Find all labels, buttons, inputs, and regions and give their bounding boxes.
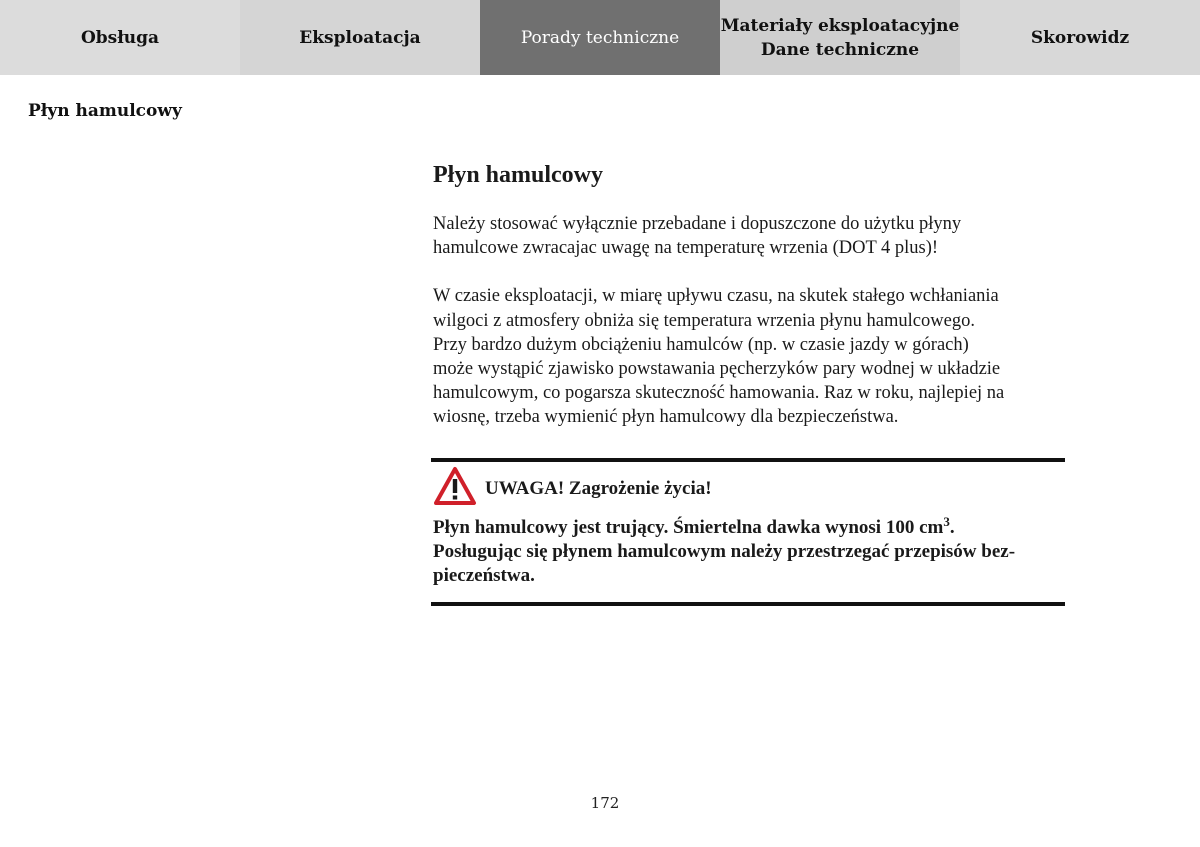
superscript-3: 3 (943, 514, 950, 529)
tab-materialy-dane-techniczne[interactable] (720, 0, 960, 75)
tab-obsluga[interactable] (0, 0, 240, 75)
tab-label: Eksploatacja (299, 27, 421, 48)
warning-triangle-icon (433, 466, 477, 506)
tab-label-line2: Dane techniczne (760, 39, 920, 60)
warning-line: Płyn hamulcowy jest trujący. Śmiertelna dawka wynosi 100 cm (433, 517, 944, 538)
tab-skorowidz[interactable] (960, 0, 1200, 75)
tab-eksploatacja[interactable] (240, 0, 480, 75)
warning-line: pieczeństwa. (433, 565, 535, 586)
manual-content (433, 158, 1065, 430)
tab-label-line1: Materiały eksploatacyjne (720, 15, 960, 36)
warning-top-rule (431, 458, 1065, 462)
warning-line-end: . (949, 517, 955, 538)
text-line: wiosnę, trzeba wymienić płyn hamulcowy dla bezpieczeństwa. (433, 407, 899, 428)
top-navigation-tabs (0, 0, 1200, 75)
tab-label: Porady techniczne (520, 27, 680, 48)
page-number: 172 (590, 794, 620, 812)
tab-label: Skorowidz (1030, 27, 1130, 48)
tab-porady-techniczne[interactable] (480, 0, 720, 75)
warning-title: UWAGA! Zagrożenie życia! (485, 478, 712, 499)
paragraph-fluid-requirements (433, 212, 1065, 260)
section-title: Płyn hamulcowy (28, 101, 182, 121)
text-line: Przy bardzo dużym obciążeniu hamulców (np. w czasie jazdy w górach) (433, 334, 969, 355)
warning-box (431, 458, 1065, 608)
warning-line: Posługując się płynem hamulcowym należy przestrzegać przepisów bez- (433, 541, 1016, 562)
text-line: hamulcowym, co pogarsza skuteczność hamowania. Raz w roku, najlepiej na (433, 383, 1005, 404)
text-line: hamulcowe zwracajac uwagę na temperaturę wrzenia (DOT 4 plus)! (433, 238, 939, 259)
text-line: wilgoci z atmosfery obniża się temperatura wrzenia płynu hamulcowego. (433, 310, 975, 331)
text-line: może wystąpić zjawisko powstawania pęcherzyków pary wodnej w układzie (433, 359, 1001, 380)
text-line: W czasie eksploatacji, w miarę upływu czasu, na skutek stałego wchłaniania (433, 286, 999, 307)
tab-label: Obsługa (80, 27, 160, 48)
paragraph-fluid-replacement (433, 284, 1065, 429)
content-heading: Płyn hamulcowy (433, 162, 604, 188)
warning-text (433, 516, 1063, 588)
text-line: Należy stosować wyłącznie przebadane i dopuszczone do użytku płyny (433, 214, 962, 234)
warning-bottom-rule (431, 602, 1065, 606)
